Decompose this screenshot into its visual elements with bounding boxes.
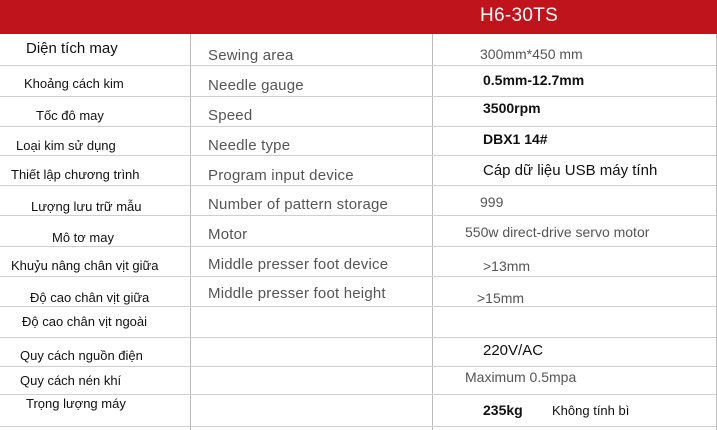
row-label-vn: Loại kim sử dụng [16, 138, 116, 153]
row-divider [0, 96, 717, 97]
row-label-vn: Độ cao chân vịt giữa [30, 290, 150, 305]
row-value: 300mm*450 mm [480, 46, 583, 62]
row-divider [0, 65, 717, 66]
row-label-en: Needle gauge [208, 77, 304, 94]
row-value: Maximum 0.5mpa [465, 369, 577, 385]
row-label-en: Number of pattern storage [208, 196, 389, 213]
row-value: 220V/AC [483, 342, 544, 359]
row-label-en: Middle presser foot device [208, 256, 389, 273]
row-label-vn: Tốc đô may [36, 108, 104, 123]
row-label-en: Program input device [208, 167, 354, 184]
row-label-vn: Khuỷu nâng chân vịt giữa [11, 258, 159, 273]
row-label-en: Speed [208, 107, 253, 124]
row-label-vn: Trọng lượng máy [26, 396, 126, 411]
column-divider [432, 34, 433, 430]
table-header [0, 0, 717, 34]
row-divider [0, 246, 717, 247]
row-value: 550w direct-drive servo motor [465, 224, 650, 240]
row-divider [0, 306, 717, 307]
row-value: 235kg [483, 402, 523, 418]
row-label-en: Middle presser foot height [208, 285, 386, 302]
row-divider [0, 126, 717, 127]
row-divider [0, 215, 717, 216]
row-value: Cáp dữ liệu USB máy tính [483, 162, 658, 179]
row-value: >15mm [477, 290, 525, 306]
row-divider [0, 155, 717, 156]
row-label-vn: Quy cách nguồn điện [20, 348, 143, 363]
row-value: 3500rpm [483, 100, 541, 116]
row-value: 0.5mm-12.7mm [483, 72, 585, 88]
row-label-en: Needle type [208, 137, 291, 154]
row-value: >13mm [483, 258, 531, 274]
row-divider [0, 394, 717, 395]
row-label-vn: Độ cao chân vịt ngoài [22, 314, 148, 329]
row-label-en: Sewing area [208, 47, 294, 64]
row-label-vn: Lượng lưu trữ mẫu [31, 199, 142, 214]
row-label-vn: Mô tơ may [52, 230, 114, 245]
row-divider [0, 366, 717, 367]
row-label-vn: Thiết lập chương trình [11, 167, 140, 182]
row-divider [0, 337, 717, 338]
column-divider [190, 34, 191, 430]
row-label-vn: Diện tích may [26, 40, 118, 57]
row-value: DBX1 14# [483, 131, 548, 147]
model-title: H6-30TS [480, 5, 559, 26]
row-divider [0, 276, 717, 277]
row-label-vn: Khoảng cách kim [24, 76, 124, 91]
row-note: Không tính bì [552, 403, 630, 418]
row-label-en: Motor [208, 226, 248, 243]
row-label-vn: Quy cách nén khí [20, 373, 122, 388]
row-value: 999 [480, 194, 504, 210]
row-divider [0, 185, 717, 186]
row-divider [0, 426, 717, 427]
